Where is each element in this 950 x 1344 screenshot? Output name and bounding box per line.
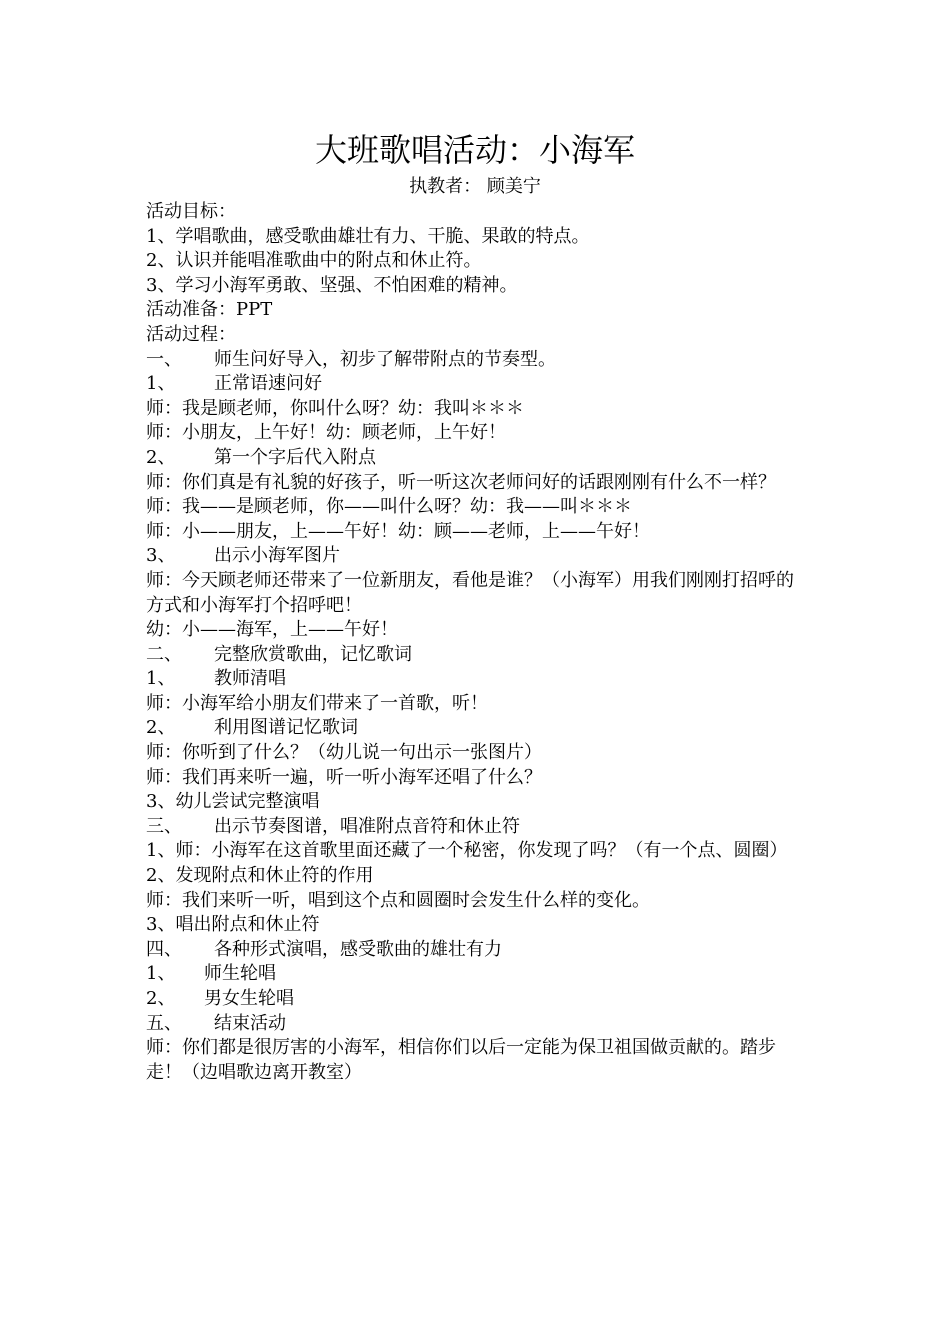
line-number: 2、 [146,446,176,468]
teacher-line: 执教者： 顾美宁 [409,176,541,197]
line-text: 幼：小——海军，上——午好！ [146,619,398,641]
line-text: 活动准备：PPT [146,299,273,321]
line-text: 各种形式演唱，感受歌曲的雄壮有力 [214,938,502,960]
line-text: 结束活动 [214,1012,286,1034]
line-text: 完整欣赏歌曲，记忆歌词 [214,643,412,665]
line-number: 1、 [146,373,176,395]
line-text: 3、唱出附点和休止符 [146,914,320,936]
line-text: 师：你们真是有礼貌的好孩子，听一听这次老师问好的话跟刚刚有什么不一样？ [146,471,776,493]
line-number: 三、 [146,815,182,837]
document-line [146,520,811,545]
document-line [146,987,811,1012]
line-text: 1、师：小海军在这首歌里面还藏了一个秘密，你发现了吗？（有一个点、圆圈） [146,840,788,862]
document-line [146,766,811,791]
line-text: 师：你们都是很厉害的小海军，相信你们以后一定能为保卫祖国做贡献的。踏步走！（边唱歌边离开教室） [146,1037,776,1083]
document-line [146,839,811,864]
line-number: 2、 [146,988,176,1009]
document-line [146,569,811,618]
document-line [146,446,811,471]
document-line [146,815,811,840]
document-line [146,200,811,225]
document-line [146,397,811,422]
line-text: 师：我——是顾老师，你——叫什么呀？幼：我——叫＊＊＊ [146,496,632,518]
document-line [146,889,811,914]
document-line [146,1012,811,1037]
document-line [146,225,811,250]
document-line [146,372,811,397]
line-text: 活动目标： [146,201,236,222]
document-line [146,643,811,668]
line-text: 3、幼儿尝试完整演唱 [146,791,320,813]
line-number: 1、 [146,668,176,690]
line-number: 2、 [146,717,176,739]
line-text: 2、认识并能唱准歌曲中的附点和休止符。 [146,250,482,272]
line-number: 1、 [146,963,176,985]
line-text: 活动过程： [146,323,236,345]
document-line [146,618,811,643]
document-line [146,667,811,692]
line-number: 二、 [146,643,182,665]
document-line [146,249,811,274]
line-text: 正常语速问好 [214,373,322,395]
document-line [146,421,811,446]
line-text: 师：小——朋友，上——午好！幼：顾——老师，上——午好！ [146,520,650,542]
line-text: 师：小朋友，上午好！幼：顾老师，上午好！ [146,422,506,444]
line-text: 师生轮唱 [204,963,276,985]
line-text: 出示小海军图片 [214,545,340,567]
document-line [146,1036,811,1085]
line-text: 师：今天顾老师还带来了一位新朋友，看他是谁？（小海军）用我们刚刚打招呼的方式和小海军打个招呼吧！ [146,569,794,616]
line-number: 五、 [146,1012,182,1034]
line-text: 3、学习小海军勇敢、坚强、不怕困难的精神。 [146,274,518,296]
line-number: 四、 [146,938,182,960]
line-text: 师：你听到了什么？（幼儿说一句出示一张图片） [146,742,542,764]
document-line [146,790,811,815]
document-line [146,544,811,569]
line-text: 师生问好导入，初步了解带附点的节奏型。 [214,348,556,370]
line-text: 1、学唱歌曲，感受歌曲雄壮有力、干脆、果敢的特点。 [146,225,590,247]
document-line [146,741,811,766]
line-text: 男女生轮唱 [204,988,294,1009]
document-title: 大班歌唱活动：小海军 [314,131,635,169]
document-line [146,716,811,741]
document-line [146,864,811,889]
document-body [146,200,811,1085]
line-text: 2、发现附点和休止符的作用 [146,865,374,887]
line-text: 第一个字后代入附点 [214,446,376,468]
document-line [146,962,811,987]
document-line [146,471,811,496]
document-line [146,913,811,938]
document-line [146,298,811,323]
line-number: 3、 [146,545,176,567]
line-text: 师：我们来听一听，唱到这个点和圆圈时会发生什么样的变化。 [146,889,650,911]
line-text: 出示节奏图谱，唱准附点音符和休止符 [214,815,520,837]
document-line [146,495,811,520]
line-number: 一、 [146,348,182,370]
document-line [146,274,811,299]
line-text: 师：小海军给小朋友们带来了一首歌，听！ [146,692,488,714]
line-text: 教师清唱 [214,668,286,690]
document-line [146,323,811,348]
document-line [146,938,811,963]
line-text: 师：我们再来听一遍，听一听小海军还唱了什么？ [146,766,542,788]
line-text: 师：我是顾老师，你叫什么呀？幼：我叫＊＊＊ [146,397,524,419]
document-line [146,348,811,373]
line-text: 利用图谱记忆歌词 [214,717,358,739]
document-line [146,692,811,717]
